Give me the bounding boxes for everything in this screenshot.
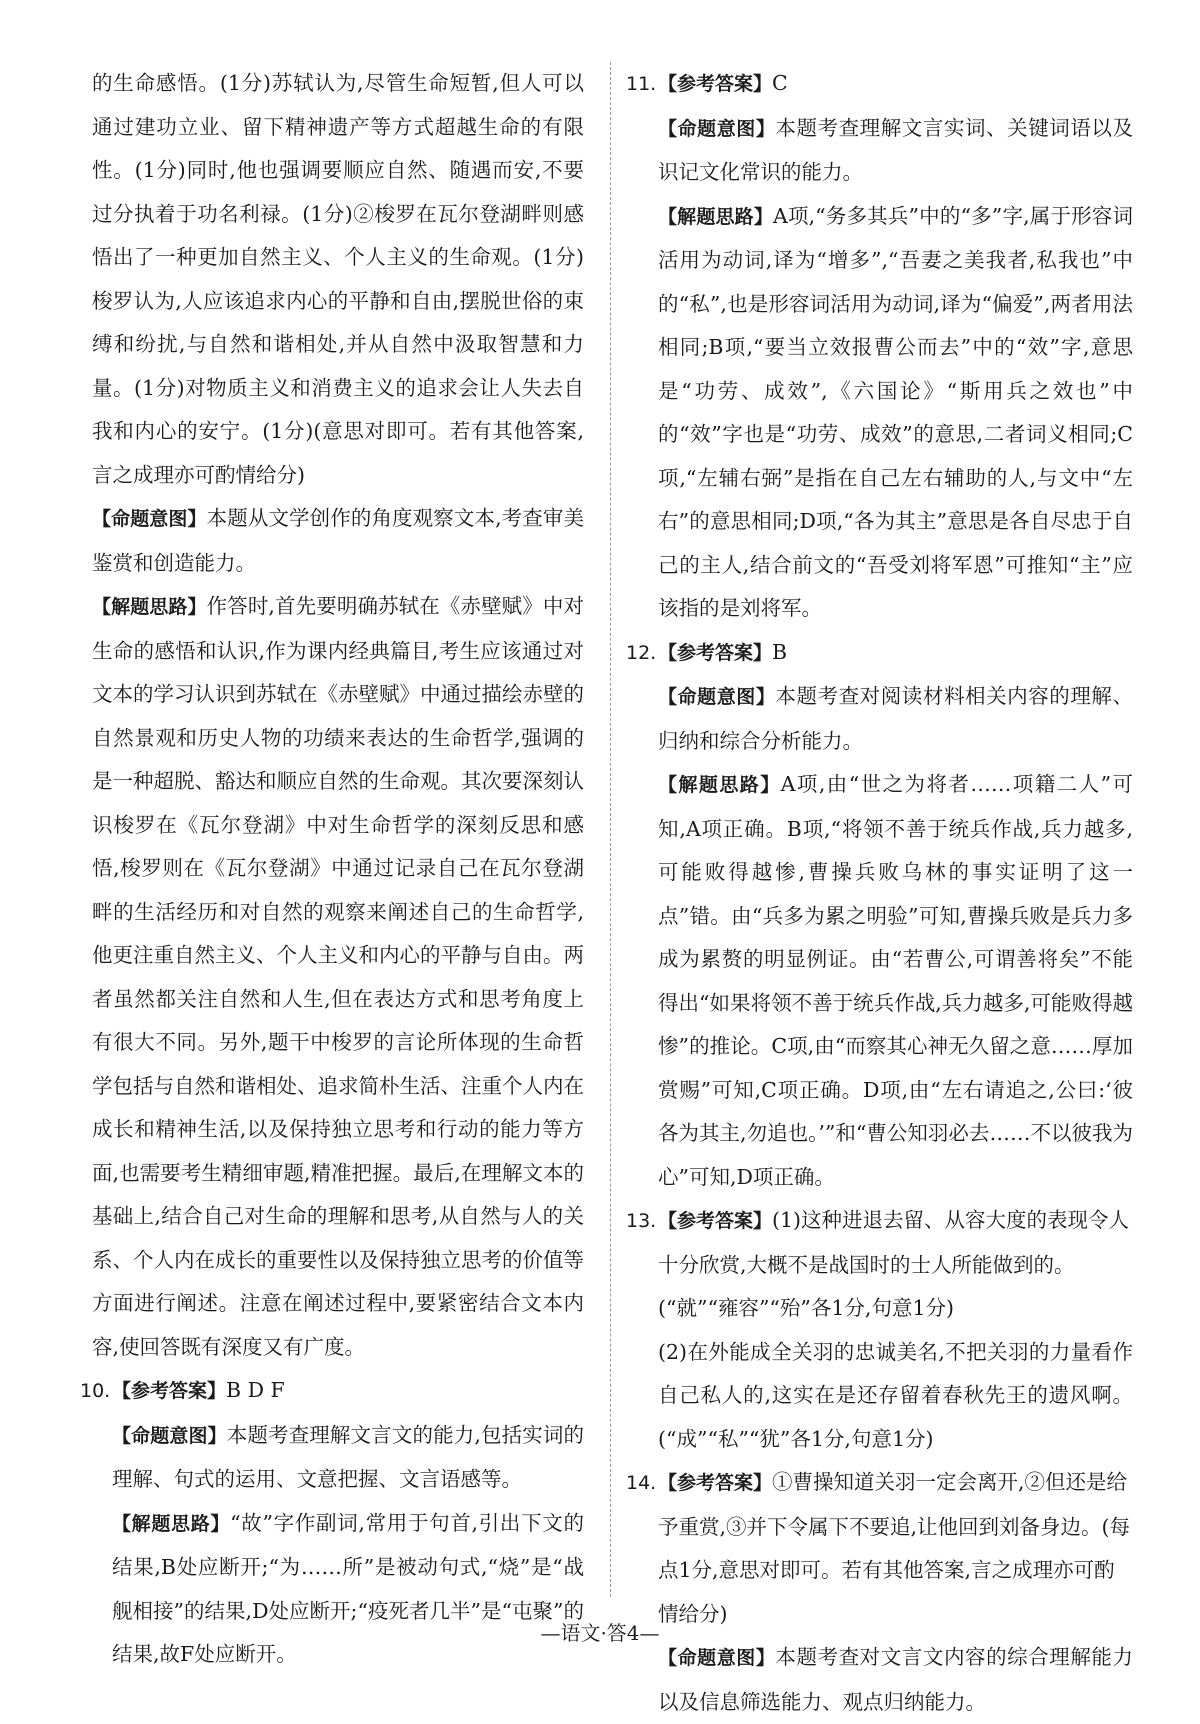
intent-tag: 【命题意图】 [658, 117, 776, 140]
page-footer: —语文·答4— [540, 1621, 660, 1645]
idea-tag: 【解题思路】 [658, 205, 774, 228]
q12-answer [626, 631, 1133, 676]
question-14 [626, 1461, 1133, 1724]
idea-text: A项,“务多其兵”中的“多”字,属于形容词活用为动词,译为“增多”,“吾妻之美我者,私我也”中的“私”,也是形容词活用为动词,译为“偏爱”,两者用法相同;B项,“要当立效报曹公而去”中的“效”字,意思是“功劳、成效”,《六国论》“斯用兵之效也”中的“效”字也是“功劳、成效”的意思,二者词义相同;C项,“左辅右弼”是指在自己左右辅助的人,与文中“左右”的意思相同;D项,“各为其主”意思是各自尽忠于自己的主人,结合前文的“吾受刘将军恩”可推知“主”应该指的是刘将军。 [658, 203, 1133, 620]
question-number: 10. [80, 1380, 111, 1402]
intent-text: 本题考查理解文言文的能力,包括实词的理解、句式的运用、文意把握、文言语感等。 [112, 1422, 584, 1491]
question-11 [626, 62, 1133, 631]
q12-solution-idea [658, 763, 1133, 1199]
answer-text: ①曹操知道关羽一定会离开,②但还是给予重赏,③并下令属下不要追,让他回到刘备身边。(每点1分,意思对即可。若有其他答案,言之成理亦可酌情给分) [658, 1470, 1131, 1626]
answer-text-1: (1)这种进退去留、从容大度的表现令人十分欣赏,大概不是战国时的士人所能做到的。(“就”“雍容”“殆”各1分,句意1分) [658, 1208, 1130, 1320]
intent-text: 本题考查对阅读材料相关内容的理解、归纳和综合分析能力。 [658, 684, 1133, 753]
idea-text: 作答时,首先要明确苏轼在《赤壁赋》中对生命的感悟和认识,作为课内经典篇目,考生应该通过对文本的学习认识到苏轼在《赤壁赋》中通过描绘赤壁的自然景观和历史人物的功绩来表达的生命哲学,强调的是一种超脱、豁达和顺应自然的生命观。其次要深刻认识梭罗在《瓦尔登湖》中对生命哲学的深刻反思和感悟,梭罗则在《瓦尔登湖》中通过记录自己在瓦尔登湖畔的生活经历和对自然的观察来阐述自己的生命哲学,他更注重自然主义、个人主义和内心的平静与自由。两者虽然都关注自然和人生,但在表达方式和思考角度上有很大不同。另外,题干中梭罗的言论所体现的生命哲学包括与自然和谐相处、追求简朴生活、注重个人内在成长和精神生活,以及保持独立思考和行动的能力等方面,也需要考生精细审题,精准把握。最后,在理解文本的基础上,结合自己对生命的理解和思考,从自然与人的关系、个人内在成长的重要性以及保持独立思考的价值等方面进行阐述。注意在阐述过程中,要紧密结合文本内容,使回答既有深度又有广度。 [92, 594, 584, 1359]
q11-intent [658, 107, 1133, 195]
idea-text: “故”字作副词,常用于句首,引出下文的结果,B处应断开;“为……所”是被动句式,“烧”是“战舰相接”的结果,D处应断开;“疫死者几半”是“屯聚”的结果,故F处应断开。 [112, 1510, 584, 1666]
intent-tag: 【命题意图】 [658, 686, 776, 708]
column-divider [610, 62, 611, 1597]
intent-tag: 【命题意图】 [112, 1424, 227, 1447]
q11-solution-idea [658, 195, 1133, 631]
q9-solution-idea [92, 585, 584, 1369]
idea-tag: 【解题思路】 [112, 1512, 231, 1535]
q13-answer [626, 1199, 1133, 1331]
q13-answer-2: (2)在外能成全关羽的忠诚美名,不把关羽的力量看作自己私人的,这实在是还存留着春秋先王的遗风啊。(“成”“私”“犹”各1分,句意1分) [658, 1339, 1133, 1451]
question-13 [626, 1199, 1133, 1461]
answer-tag: 【参考答案】 [658, 73, 773, 95]
right-column [626, 62, 1133, 1724]
answer-tag: 【参考答案】 [658, 1210, 773, 1232]
q9-continued-answer: 的生命感悟。(1分)苏轼认为,尽管生命短暂,但人可以通过建功立业、留下精神遗产等方式超越生命的有限性。(1分)同时,他也强调要顺应自然、随遇而安,不要过分执着于功名利禄。(1分)②梭罗在瓦尔登湖畔则感悟出了一种更加自然主义、个人主义的生命观。(1分)梭罗认为,人应该追求内心的平静和自由,摆脱世俗的束缚和纷扰,与自然和谐相处,并从自然中汲取智慧和力量。(1分)对物质主义和消费主义的追求会让人失去自我和内心的安宁。(1分)(意思对即可。若有其他答案,言之成理亦可酌情给分) [92, 71, 584, 487]
answer-text: B D F [226, 1378, 285, 1402]
intent-text: 本题考查对文言文内容的综合理解能力以及信息筛选能力、观点归纳能力。 [658, 1645, 1133, 1714]
q14-intent [658, 1636, 1133, 1724]
question-number: 13. [626, 1210, 657, 1232]
q10-intent [112, 1414, 584, 1502]
q10-solution-idea [112, 1502, 584, 1677]
idea-tag: 【解题思路】 [92, 596, 207, 618]
q9-intent [92, 497, 584, 585]
idea-text: A项,由“世之为将者……项籍二人”可知,A项正确。B项,“将领不善于统兵作战,兵力越多,可能败得越惨,曹操兵败乌林的事实证明了这一点”错。由“兵多为累之明验”可知,曹操兵败是兵力多成为累赘的明显例证。由“若曹公,可谓善将矣”不能得出“如果将领不善于统兵作战,兵力越多,可能败得越惨”的推论。C项,由“而察其心神无久留之意……厚加赏赐”可知,C项正确。D项,由“左右请追之,公曰:‘彼各为其主,勿追也。’”和“曹公知羽必去……不以彼我为心”可知,D项正确。 [658, 772, 1133, 1189]
answer-text: B [772, 639, 788, 664]
q10-answer [80, 1369, 584, 1414]
question-number: 11. [626, 73, 657, 95]
intent-text: 本题从文学创作的角度观察文本,考查审美鉴赏和创造能力。 [92, 506, 584, 575]
question-number: 12. [626, 641, 657, 664]
answer-tag: 【参考答案】 [658, 641, 773, 664]
answer-tag: 【参考答案】 [658, 1472, 773, 1494]
idea-tag: 【解题思路】 [658, 774, 781, 796]
intent-tag: 【命题意图】 [92, 508, 207, 530]
left-column [80, 62, 584, 1677]
question-number: 14. [626, 1472, 657, 1494]
q14-answer [626, 1461, 1133, 1636]
intent-text: 本题考查理解文言实词、关键词语以及识记文化常识的能力。 [658, 115, 1133, 184]
intent-tag: 【命题意图】 [658, 1647, 776, 1669]
answer-text: C [772, 71, 788, 95]
question-12 [626, 631, 1133, 1200]
answer-tag: 【参考答案】 [112, 1380, 227, 1402]
q11-answer [626, 62, 1133, 107]
q12-intent [658, 675, 1133, 763]
